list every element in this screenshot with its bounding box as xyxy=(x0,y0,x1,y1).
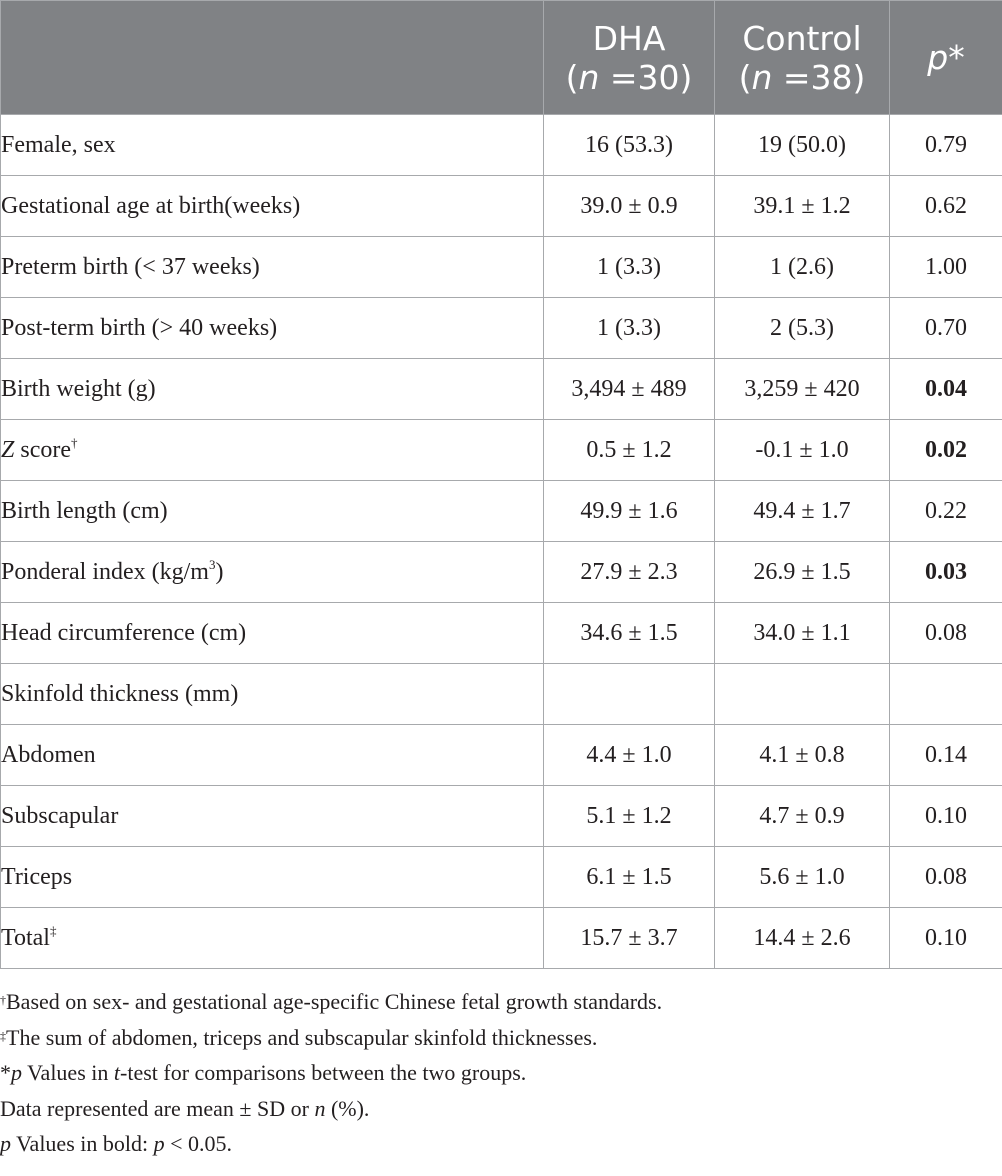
footnote-double-dagger-mark: ‡ xyxy=(0,1028,6,1043)
row-label: Female, sex xyxy=(1,115,544,176)
header-control-label: Control xyxy=(742,18,862,58)
p-value: 0.10 xyxy=(890,908,1002,969)
footnote-star-mark: * xyxy=(0,1060,11,1085)
row-label: Head circumference (cm) xyxy=(1,603,544,664)
dha-value: 39.0 ± 0.9 xyxy=(544,176,715,237)
control-value: 4.1 ± 0.8 xyxy=(715,725,890,786)
table-row xyxy=(1,908,1002,969)
control-value: 26.9 ± 1.5 xyxy=(715,542,890,603)
control-value: 2 (5.3) xyxy=(715,298,890,359)
row-label: Post-term birth (> 40 weeks) xyxy=(1,298,544,359)
control-value: 34.0 ± 1.1 xyxy=(715,603,890,664)
control-value: 19 (50.0) xyxy=(715,115,890,176)
header-dha-label: DHA xyxy=(592,18,666,58)
dha-value: 15.7 ± 3.7 xyxy=(544,908,715,969)
row-label: Abdomen xyxy=(1,725,544,786)
footnote-bold xyxy=(0,1126,1002,1162)
row-label-close: ) xyxy=(215,558,224,585)
control-value: -0.1 ± 1.0 xyxy=(715,420,890,481)
row-label: Birth length (cm) xyxy=(1,481,544,542)
row-label: Skinfold thickness (mm) xyxy=(1,664,544,725)
footnote-dagger-text: Based on sex- and gestational age-specific Chinese fetal growth standards. xyxy=(6,989,663,1014)
header-control-n xyxy=(715,58,889,97)
dha-value: 5.1 ± 1.2 xyxy=(544,786,715,847)
control-value: 39.1 ± 1.2 xyxy=(715,176,890,237)
header-dha-paren: ( xyxy=(565,57,579,97)
dha-value: 3,494 ± 489 xyxy=(544,359,715,420)
table-row xyxy=(1,176,1002,237)
footnote-data-n: n xyxy=(314,1095,326,1121)
cubed-mark: 3 xyxy=(208,556,216,572)
footnote-data-start: Data represented are mean ± SD or xyxy=(0,1095,315,1121)
header-blank-cell xyxy=(1,1,544,115)
p-value: 0.62 xyxy=(890,176,1002,237)
row-label xyxy=(1,908,544,969)
table-footnotes xyxy=(0,984,1002,1162)
dha-value: 6.1 ± 1.5 xyxy=(544,847,715,908)
table-row xyxy=(1,359,1002,420)
table-row xyxy=(1,786,1002,847)
header-p-var: p xyxy=(927,38,949,77)
control-value: 5.6 ± 1.0 xyxy=(715,847,890,908)
row-label-text: score xyxy=(14,436,71,463)
header-p xyxy=(890,1,1002,115)
row-label: Preterm birth (< 37 weeks) xyxy=(1,237,544,298)
control-value: 1 (2.6) xyxy=(715,237,890,298)
p-value: 0.08 xyxy=(890,847,1002,908)
row-label xyxy=(1,420,544,481)
footnote-star-t: t xyxy=(113,1060,120,1085)
header-control-n-value: =38) xyxy=(772,57,866,97)
control-value xyxy=(715,664,890,725)
z-var: Z xyxy=(1,436,15,463)
footnote-bold-p: p xyxy=(0,1131,11,1156)
header-row xyxy=(1,1,1002,115)
row-label: Birth weight (g) xyxy=(1,359,544,420)
header-dha-n-value: =30) xyxy=(599,57,693,97)
row-label: Triceps xyxy=(1,847,544,908)
p-value-significant: 0.04 xyxy=(890,359,1002,420)
p-value: 0.70 xyxy=(890,298,1002,359)
footnote-double-dagger xyxy=(0,1020,1002,1056)
row-label-text: Ponderal index (kg/m xyxy=(1,558,209,585)
p-value: 0.10 xyxy=(890,786,1002,847)
table-row xyxy=(1,847,1002,908)
p-value: 0.22 xyxy=(890,481,1002,542)
double-dagger-mark: ‡ xyxy=(49,922,57,938)
footnote-bold-mid: Values in bold: xyxy=(11,1131,154,1156)
header-dha-n-var: n xyxy=(578,57,600,97)
dha-value: 4.4 ± 1.0 xyxy=(544,725,715,786)
control-value: 3,259 ± 420 xyxy=(715,359,890,420)
table-row xyxy=(1,481,1002,542)
footnote-dagger-mark: † xyxy=(0,993,6,1007)
table-row xyxy=(1,420,1002,481)
row-label: Gestational age at birth(weeks) xyxy=(1,176,544,237)
table-row xyxy=(1,115,1002,176)
header-control-n-var: n xyxy=(751,57,773,97)
row-label: Subscapular xyxy=(1,786,544,847)
header-control xyxy=(715,1,890,115)
dha-value: 27.9 ± 2.3 xyxy=(544,542,715,603)
footnote-data xyxy=(0,1091,1002,1127)
header-dha xyxy=(544,1,715,115)
header-p-mark: * xyxy=(948,38,965,77)
p-value-significant: 0.03 xyxy=(890,542,1002,603)
p-value-significant: 0.02 xyxy=(890,420,1002,481)
footnote-star-p: p xyxy=(11,1060,22,1085)
table-row xyxy=(1,542,1002,603)
table-row xyxy=(1,664,1002,725)
footnote-bold-p2: p xyxy=(153,1131,165,1156)
dha-value: 34.6 ± 1.5 xyxy=(544,603,715,664)
footnote-star-mid: Values in xyxy=(22,1060,114,1085)
footnote-bold-end: < 0.05. xyxy=(164,1131,233,1156)
footnote-star-end: -test for comparisons between the two groups. xyxy=(120,1060,527,1085)
table-row xyxy=(1,237,1002,298)
dha-value: 1 (3.3) xyxy=(544,237,715,298)
control-value: 4.7 ± 0.9 xyxy=(715,786,890,847)
row-label-text: Total xyxy=(1,924,50,951)
control-value: 14.4 ± 2.6 xyxy=(715,908,890,969)
p-value: 1.00 xyxy=(890,237,1002,298)
dha-value: 49.9 ± 1.6 xyxy=(544,481,715,542)
dha-value xyxy=(544,664,715,725)
control-value: 49.4 ± 1.7 xyxy=(715,481,890,542)
footnote-dagger xyxy=(0,984,1002,1020)
footnote-star xyxy=(0,1055,1002,1091)
table-row xyxy=(1,603,1002,664)
p-value: 0.14 xyxy=(890,725,1002,786)
header-control-paren: ( xyxy=(738,57,752,97)
dagger-mark: † xyxy=(71,434,78,450)
p-value: 0.79 xyxy=(890,115,1002,176)
dha-value: 16 (53.3) xyxy=(544,115,715,176)
header-dha-n xyxy=(544,58,714,97)
dha-value: 1 (3.3) xyxy=(544,298,715,359)
footnote-double-dagger-text: The sum of abdomen, triceps and subscapular skinfold thicknesses. xyxy=(6,1024,598,1050)
table-row xyxy=(1,725,1002,786)
dha-value: 0.5 ± 1.2 xyxy=(544,420,715,481)
footnote-data-end: (%). xyxy=(325,1095,370,1121)
p-value xyxy=(890,664,1002,725)
row-label xyxy=(1,542,544,603)
table-row xyxy=(1,298,1002,359)
p-value: 0.08 xyxy=(890,603,1002,664)
